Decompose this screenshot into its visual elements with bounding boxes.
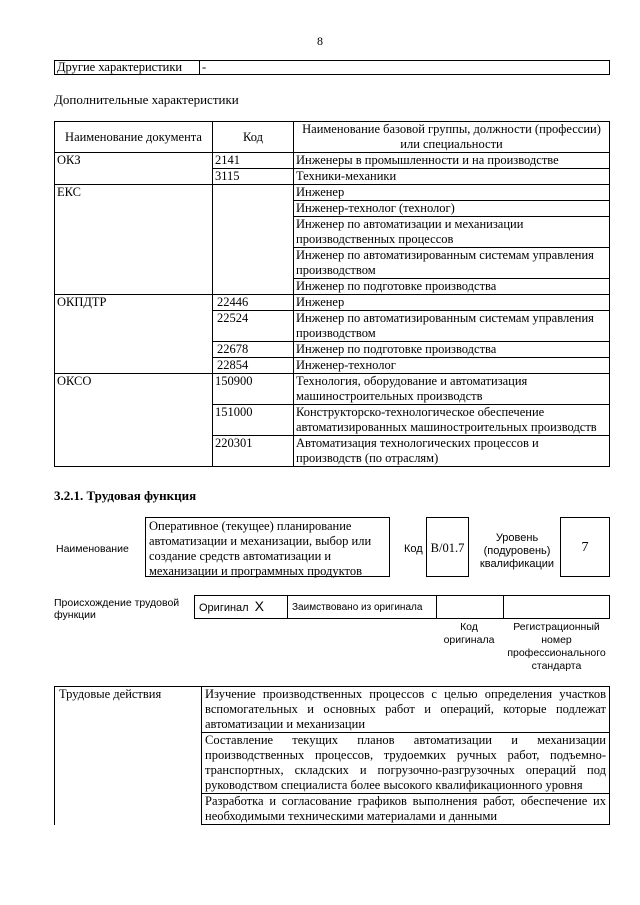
header-name: Наименование базовой группы, должности (профессии) или специальности (294, 122, 610, 153)
function-code: B/01.7 (426, 517, 469, 577)
function-code-label: Код (404, 543, 423, 555)
name-cell: Технология, оборудование и автоматизация машиностроительных производств (294, 374, 610, 405)
doc-okpdtr: ОКПДТР (55, 295, 213, 374)
name-cell: Инженер по автоматизации и механизации производственных процессов (294, 217, 610, 248)
code-cell: 3115 (213, 169, 294, 185)
labor-action-item: Разработка и согласование графиков выполнения работ, обеспечение их необходимыми техническими материалами и данными (202, 794, 610, 825)
name-cell: Инженер по автоматизированным системам управления производством (294, 248, 610, 279)
name-cell: Инженер-технолог (технолог) (294, 201, 610, 217)
origin-original-label: Оригинал (199, 602, 249, 614)
header-code: Код (213, 122, 294, 153)
header-doc: Наименование документа (55, 122, 213, 153)
origin-reg-cell (504, 596, 610, 619)
labor-actions-table (54, 686, 610, 825)
name-cell: Техники-механики (294, 169, 610, 185)
labor-action-item: Составление текущих планов автоматизации и механизации производственных процессов, трудоемких ручных работ, подъемно-транспортных, складских и погрузочно-разгрузочных операций под руководством специалиста более высокого квалификационного уровня (202, 733, 610, 794)
additional-characteristics-table (54, 121, 610, 467)
other-characteristics-value: - (200, 61, 610, 75)
code-cell: 150900 (213, 374, 294, 405)
name-cell: Инженер по автоматизированным системам управления производством (294, 311, 610, 342)
doc-okz: ОКЗ (55, 153, 213, 185)
name-cell: Инженер по подготовке производства (294, 279, 610, 295)
code-cell: 220301 (213, 436, 294, 467)
code-cell: 22854 (213, 358, 294, 374)
origin-borrowed-label: Заимствовано из оригинала (288, 596, 437, 619)
origin-code-label: Код оригинала (443, 621, 495, 646)
origin-original-mark: X (254, 598, 264, 614)
name-cell: Инженер (294, 295, 610, 311)
code-cell: 22446 (213, 295, 294, 311)
function-name-label: Наименование (56, 543, 129, 555)
origin-label: Происхождение трудовой функции (54, 597, 180, 621)
labor-actions-label: Трудовые действия (55, 687, 202, 825)
code-cell: 22678 (213, 342, 294, 358)
code-cell-empty (213, 185, 294, 295)
code-cell: 2141 (213, 153, 294, 169)
page-number: 8 (317, 34, 323, 48)
other-characteristics-table (54, 60, 610, 75)
origin-table (194, 595, 610, 619)
function-name: Оперативное (текущее) планирование автоматизации и механизации, выбор или создание средств автоматизации и механизации и программных продуктов (145, 517, 390, 577)
additional-characteristics-title: Дополнительные характеристики (54, 92, 239, 107)
doc-okso: ОКСО (55, 374, 213, 467)
name-cell: Инженер по подготовке производства (294, 342, 610, 358)
qualification-level-label: Уровень (подуровень) квалификации (479, 532, 555, 570)
section-title: 3.2.1. Трудовая функция (54, 488, 197, 503)
doc-eks: ЕКС (55, 185, 213, 295)
name-cell: Инженер-технолог (294, 358, 610, 374)
labor-action-item: Изучение производственных процессов с целью определения участков вспомогательных и основных работ и операций, которые подлежат автоматизации и механизации (202, 687, 610, 733)
name-cell: Инженеры в промышленности и на производстве (294, 153, 610, 169)
origin-reg-label: Регистрационный номер профессионального стандарта (507, 621, 606, 672)
origin-code-cell (437, 596, 504, 619)
code-cell: 22524 (213, 311, 294, 342)
name-cell: Конструкторско-технологическое обеспечение автоматизированных машиностроительных производств (294, 405, 610, 436)
name-cell: Инженер (294, 185, 610, 201)
code-cell: 151000 (213, 405, 294, 436)
qualification-level: 7 (560, 517, 610, 577)
name-cell: Автоматизация технологических процессов и производств (по отраслям) (294, 436, 610, 467)
other-characteristics-label: Другие характеристики (55, 61, 200, 75)
